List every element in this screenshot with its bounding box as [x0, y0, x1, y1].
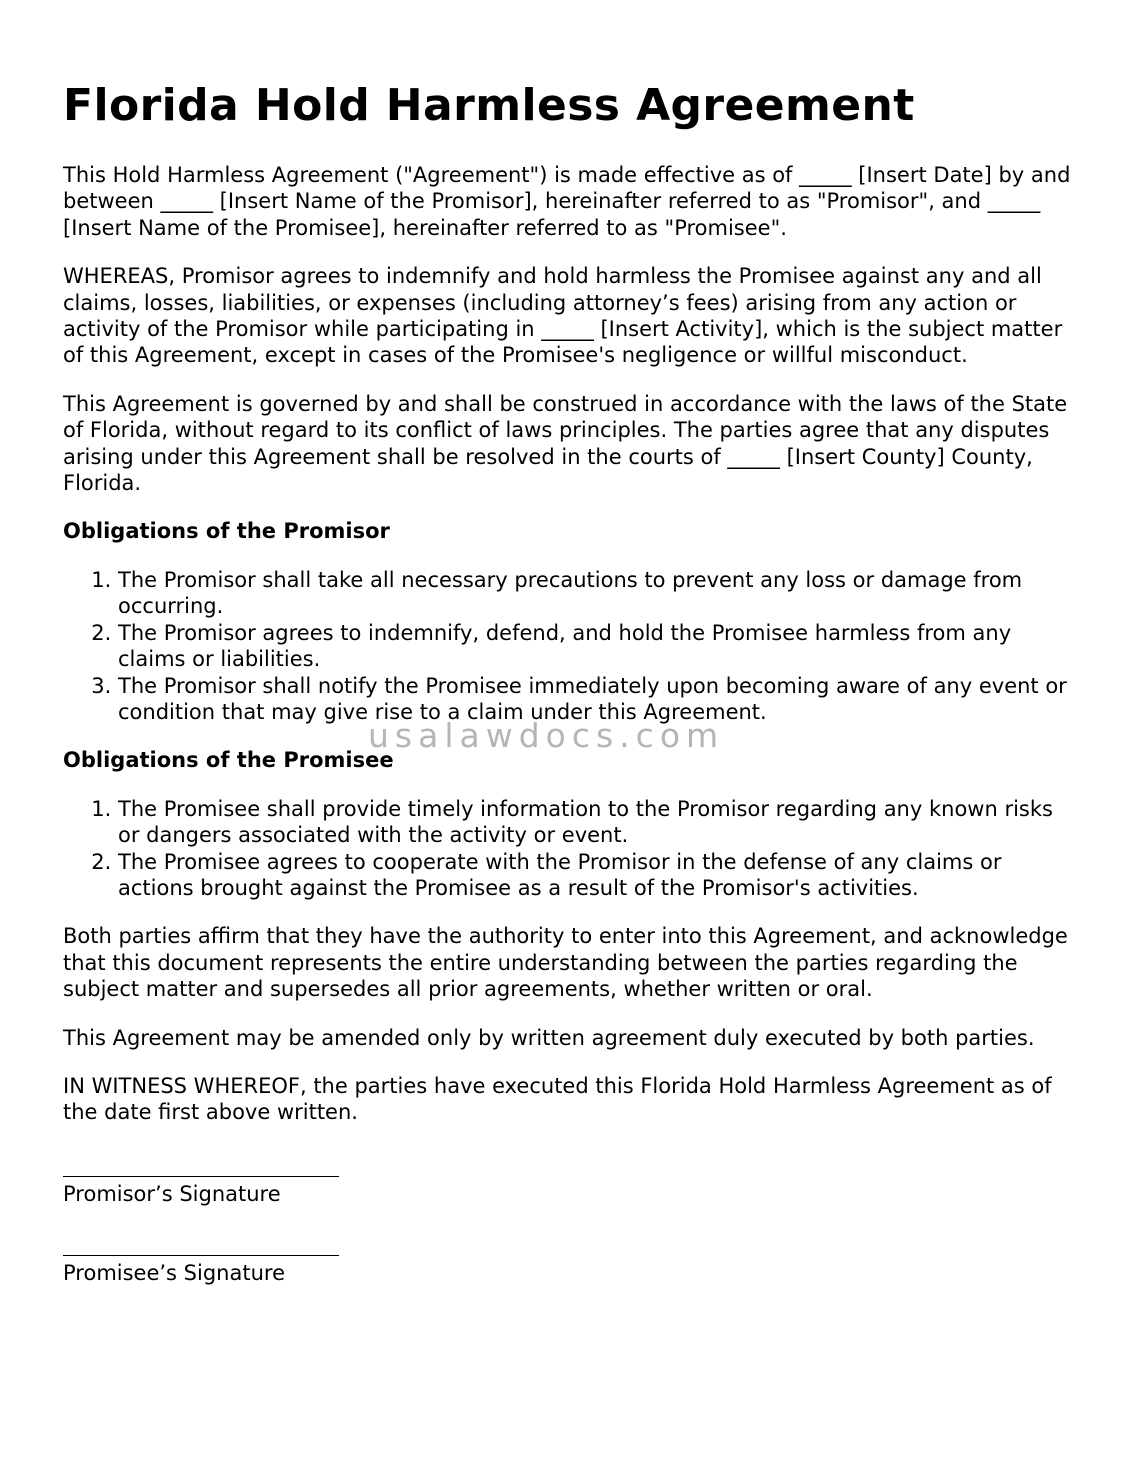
list-item: 1. The Promisor shall take all necessary precautions to prevent any loss or damage from occurring. [118, 567, 1073, 620]
watermark: usalawdocs.com [368, 716, 725, 755]
promisee-signature-line[interactable] [63, 1241, 339, 1256]
document-title: Florida Hold Harmless Agreement [63, 80, 915, 131]
promisor-signature-label: Promisor’s Signature [63, 1181, 281, 1206]
promisor-signature-block [63, 1162, 1073, 1207]
promisee-obligations-list [63, 796, 1073, 902]
witness-paragraph: IN WITNESS WHEREOF, the parties have executed this Florida Hold Harmless Agreement as of the date first above written. [63, 1073, 1052, 1125]
promisee-obligations-heading: Obligations of the Promisee [63, 748, 394, 773]
promisor-signature-line[interactable] [63, 1162, 339, 1177]
promisee-signature-block [63, 1241, 1073, 1286]
list-item: 1. The Promisee shall provide timely information to the Promisor regarding any known risks or dangers associated with the activity or event. [118, 796, 1073, 849]
list-item: 2. The Promisee agrees to cooperate with the Promisor in the defense of any claims or actions brought against the Promisee as a result of the Promisor's activities. [118, 849, 1073, 902]
document-page [63, 78, 1073, 1287]
whereas-paragraph: WHEREAS, Promisor agrees to indemnify and hold harmless the Promisee against any and all claims, losses, liabilities, or expenses (including attorney’s fees) arising from any action or activity of the Promisor while participating in _____ [Insert Activity], which is the subject matter of this Agreement, except in cases of the Promisee's negligence or willful misconduct. [63, 264, 1063, 368]
governing-law-paragraph: This Agreement is governed by and shall be construed in accordance with the laws of the State of Florida, without regard to its conflict of laws principles. The parties agree that any disputes arising under this Agreement shall be resolved in the courts of _____ [Insert County] County, Florida. [63, 391, 1068, 496]
promisee-signature-label: Promisee’s Signature [63, 1261, 285, 1286]
list-item: 2. The Promisor agrees to indemnify, defend, and hold the Promisee harmless from any claims or liabilities. [118, 620, 1073, 673]
amendment-paragraph: This Agreement may be amended only by written agreement duly executed by both parties. [63, 1025, 1035, 1050]
entire-agreement-paragraph: Both parties affirm that they have the authority to enter into this Agreement, and acknowledge that this document represents the entire understanding between the parties regarding the subject matter and supersedes all prior agreements, whether written or oral. [63, 924, 1068, 1002]
promisor-obligations-list [63, 567, 1073, 725]
promisor-obligations-heading: Obligations of the Promisor [63, 519, 390, 544]
intro-paragraph: This Hold Harmless Agreement ("Agreement") is made effective as of _____ [Insert Date] by and between _____ [Insert Name of the Promisor], hereinafter referred to as "Promisor", and _____ [Insert Name of the Promisee], hereinafter referred to as "Promisee". [63, 163, 1071, 240]
list-item: 3. The Promisor shall notify the Promisee immediately upon becoming aware of any event or condition that may give rise to a claim under this Agreement. [118, 673, 1073, 726]
